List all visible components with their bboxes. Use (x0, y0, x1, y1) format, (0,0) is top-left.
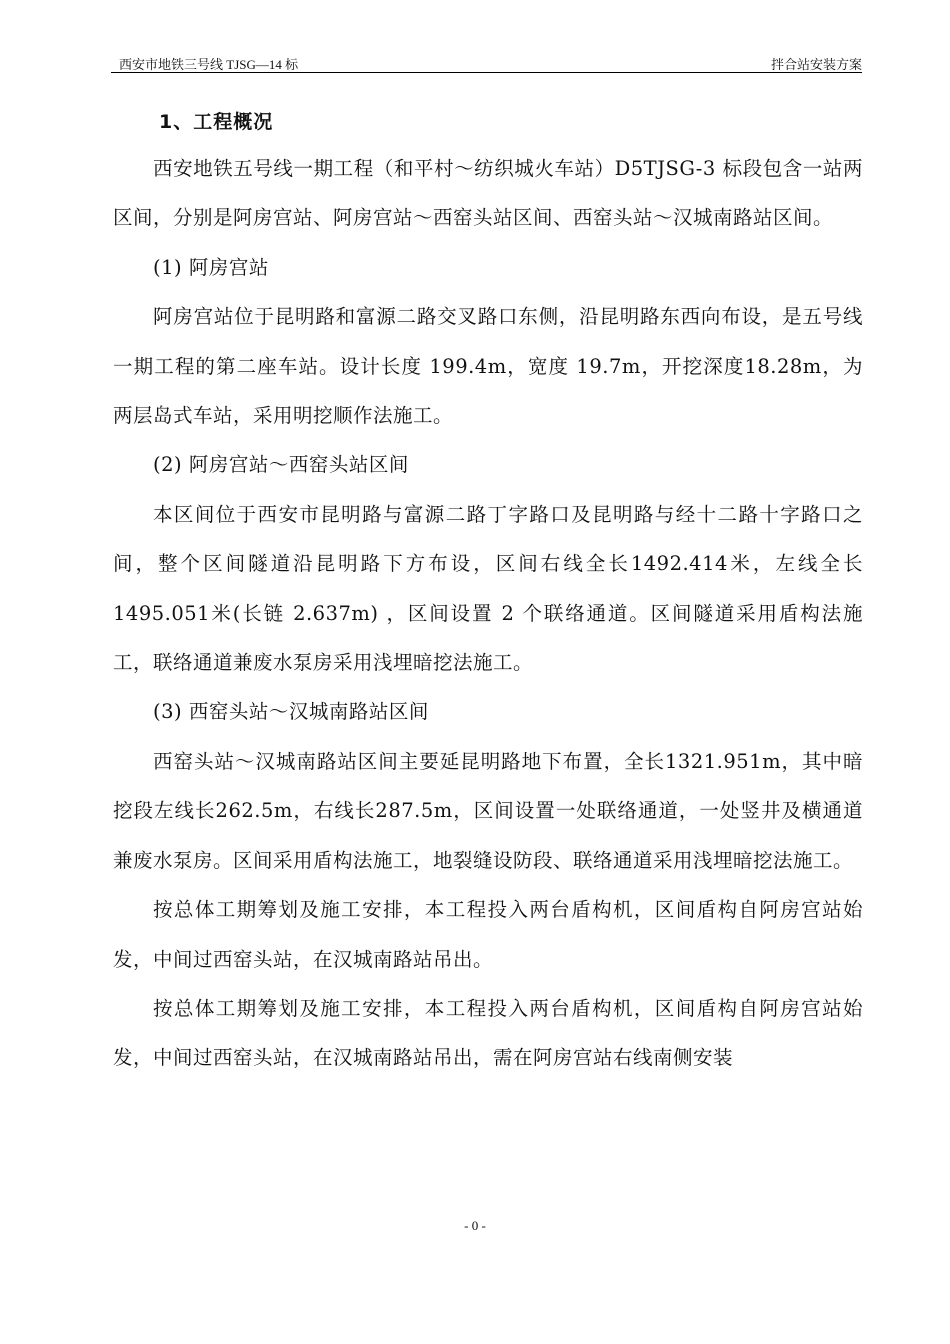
subheading-station: (1) 阿房宫站 (153, 255, 269, 279)
page-header (111, 52, 862, 73)
paragraph-station: 阿房宫站位于昆明路和富源二路交叉路口东侧，沿昆明路东西向布设，是五号线一期工程的第二座车站。设计长度 199.4m，宽度 19.7m，开挖深度18.28m，为两层岛式车站，采用明挖顺作法施工。 (113, 305, 863, 428)
header-document-title: 拌合站安装方案 (770, 57, 862, 72)
header-project-title: 西安市地铁三号线 TJSG—14 标 (119, 57, 299, 72)
section-heading: 1、工程概况 (159, 111, 274, 133)
paragraph-schedule: 按总体工期筹划及施工安排，本工程投入两台盾构机，区间盾构自阿房宫站始发，中间过西窑头站，在汉城南路站吊出。 (113, 898, 863, 971)
paragraph-schedule-continued: 按总体工期筹划及施工安排，本工程投入两台盾构机，区间盾构自阿房宫站始发，中间过西窑头站，在汉城南路站吊出，需在阿房宫站右线南侧安装 (113, 996, 863, 1070)
paragraph-section-3: 西窑头站～汉城南路站区间主要延昆明路地下布置，全长1321.951m，其中暗挖段左线长262.5m，右线长287.5m，区间设置一处联络通道，一处竖井及横通道兼废水泵房。区间采用盾构法施工，地裂缝设防段、联络通道采用浅埋暗挖法施工。 (113, 749, 863, 872)
paragraph-overview: 西安地铁五号线一期工程（和平村～纺织城火车站）D5TJSG-3 标段包含一站两区间，分别是阿房宫站、阿房宫站～西窑头站区间、西窑头站～汉城南路站区间。 (113, 157, 863, 230)
paragraph-section-2: 本区间位于西安市昆明路与富源二路丁字路口及昆明路与经十二路十字路口之间，整个区间隧道沿昆明路下方布设，区间右线全长1492.414米，左线全长 1495.051米(长链 2.637m) ，区间设置 2 个联络通道。区间隧道采用盾构法施工，联络通道兼废水泵房采用浅埋暗挖法施工。 (113, 502, 863, 675)
document-body (113, 100, 863, 1083)
subheading-section-3: (3) 西窑头站～汉城南路站区间 (153, 700, 429, 724)
page-number: - 0 - (464, 1218, 486, 1233)
subheading-section-2: (2) 阿房宫站～西窑头站区间 (153, 453, 409, 477)
